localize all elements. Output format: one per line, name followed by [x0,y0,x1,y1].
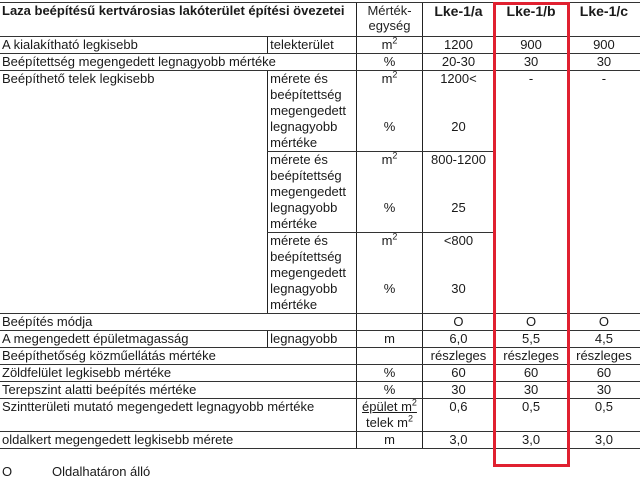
value-lke-1a: 0,6 [422,399,495,432]
value-lke-1a: <800 30 [422,233,495,314]
table-row-underground [0,382,640,399]
value-lke-1b: 60 [495,365,568,382]
row-label: Szintterületi mutató megengedett legnagyobb mértéke [0,399,357,432]
row-sublabel: mérete és beépítettség megengedett legnagyobb mértéke [268,71,357,152]
value-lke-1b: 900 [495,37,568,54]
row-unit [357,314,422,331]
row-label: A megengedett épületmagasság [0,331,268,348]
row-sublabel: telekterület [268,37,357,54]
legend-text: Oldalhatáron álló [52,464,151,479]
table-row-side-garden [0,432,640,449]
table-header-row [0,3,640,37]
value-lke-1a: 6,0 [422,331,495,348]
row-label: Zöldfelület legkisebb mértéke [0,365,357,382]
table-row-green-area [0,365,640,382]
unit-header-line1: Mérték- [367,3,412,18]
table-row-max-coverage [0,54,640,71]
value-lke-1a: 3,0 [422,432,495,449]
table-title: Laza beépítésű kertvárosias lakóterület építési övezetei [0,3,357,37]
value-lke-1c: 900 [567,37,640,54]
legend-symbol: O [2,464,13,479]
value-lke-1c: O [567,314,640,331]
value-lke-1c: részleges [567,348,640,365]
value-lke-1b: 30 [495,382,568,399]
row-label: Beépítettség megengedett legnagyobb mértéke [0,54,357,71]
value-lke-1c: 0,5 [567,399,640,432]
value-lke-1b: részleges [495,348,568,365]
table-row-floor-area-ratio [0,399,640,432]
column-header-lke-1c: Lke-1/c [567,3,640,37]
value-lke-1c: 60 [567,365,640,382]
row-sublabel: mérete és beépítettség megengedett legnagyobb mértéke [268,152,357,233]
value-lke-1c: 4,5 [567,331,640,348]
row-unit: % [357,54,422,71]
row-unit: m [357,432,422,449]
row-unit [357,348,422,365]
table-row-building-mode [0,314,640,331]
value-lke-1b: - [495,71,568,314]
row-label: Terepszint alatti beépítés mértéke [0,382,357,399]
row-unit: $m^2$ [357,37,422,54]
value-lke-1b: 5,5 [495,331,568,348]
value-lke-1b: 3,0 [495,432,568,449]
table-row-building-height [0,331,640,348]
zoning-table [0,2,640,449]
row-unit: % [357,365,422,382]
table-row-min-lot [0,37,640,54]
value-lke-1b: 30 [495,54,568,71]
value-lke-1b: O [495,314,568,331]
row-label: A kialakítható legkisebb [0,37,268,54]
unit-header-line2: egység [368,18,411,33]
value-lke-1a: részleges [422,348,495,365]
value-lke-1a: 1200 [422,37,495,54]
value-lke-1c: 3,0 [567,432,640,449]
value-lke-1c: 30 [567,54,640,71]
column-header-lke-1a: Lke-1/a [422,3,495,37]
row-unit: m [357,331,422,348]
value-lke-1a: O [422,314,495,331]
value-lke-1a: 60 [422,365,495,382]
row-label: Beépítés módja [0,314,357,331]
value-lke-1a: 1200< 20 [422,71,495,152]
value-lke-1a: 800-1200 25 [422,152,495,233]
column-header-lke-1b: Lke-1/b [495,3,568,37]
value-lke-1c: - [567,71,640,314]
row-sublabel: legnagyobb [268,331,357,348]
legend [0,464,150,479]
row-unit: $m^2$ % [357,71,422,152]
table-row-utilities [0,348,640,365]
row-unit: % [357,382,422,399]
row-unit: $\frac{épület m^2}{telek m^2}$ [357,399,422,432]
value-lke-1a: 30 [422,382,495,399]
row-sublabel: mérete és beépítettség megengedett legnagyobb mértéke [268,233,357,314]
row-unit: $m^2$ % [357,233,422,314]
value-lke-1c: 30 [567,382,640,399]
value-lke-1b: 0,5 [495,399,568,432]
row-label: oldalkert megengedett legkisebb mérete [0,432,357,449]
unit-header [357,3,422,37]
row-label: Beépíthető telek legkisebb [0,71,268,314]
row-label: Beépíthetőség közműellátás mértéke [0,348,357,365]
value-lke-1a: 20-30 [422,54,495,71]
row-unit: $m^2$ % [357,152,422,233]
table-row-buildable-lot-1 [0,71,640,152]
